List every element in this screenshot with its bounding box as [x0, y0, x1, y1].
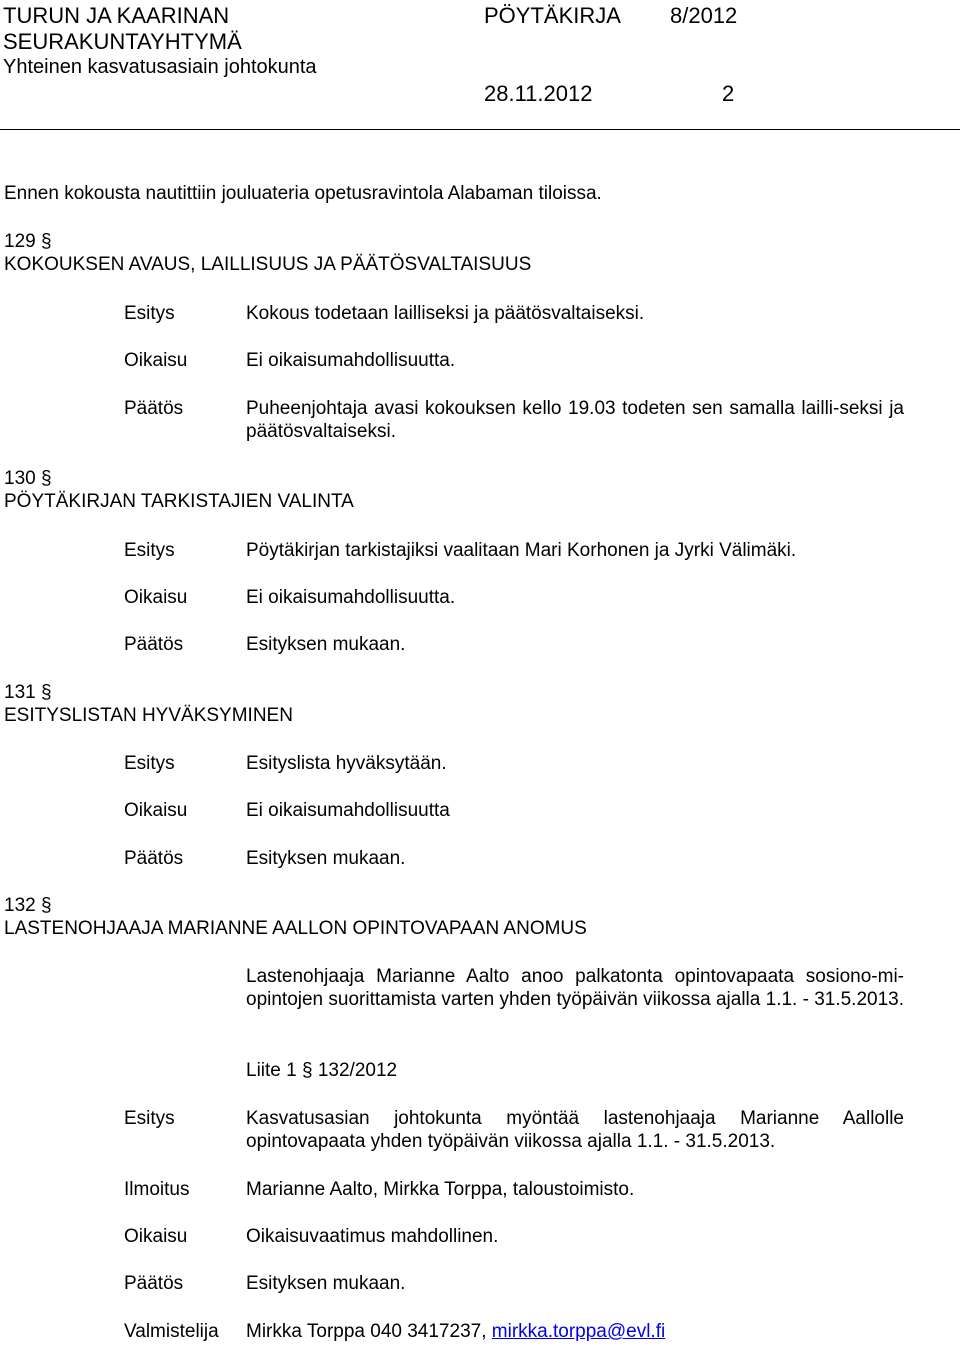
section-number: 131 §	[4, 682, 52, 703]
org-name-line2: SEURAKUNTAYHTYMÄ	[3, 29, 242, 54]
preparer-label: Valmistelija	[124, 1321, 219, 1342]
row-text: Oikaisuvaatimus mahdollinen.	[246, 1226, 499, 1247]
row-text: Kokous todetaan lailliseksi ja päätösvaltaiseksi.	[246, 303, 645, 324]
intro-text: Ennen kokousta nautittiin jouluateria opetusravintola Alabaman tiloissa.	[4, 183, 602, 204]
section-title: LASTENOHJAAJA MARIANNE AALLON OPINTOVAPAAN ANOMUS	[4, 918, 587, 939]
row-text: Esityksen mukaan.	[246, 1273, 406, 1294]
org-committee: Yhteinen kasvatusasiain johtokunta	[3, 56, 317, 78]
row-label-paatos: Päätös	[124, 398, 184, 419]
section-number: 132 §	[4, 895, 52, 916]
row-label-oikaisu: Oikaisu	[124, 587, 188, 608]
preparer-contact	[246, 1320, 665, 1343]
row-text: Kasvatusasian johtokunta myöntää lastenohjaaja Marianne Aallolle opintovapaata yhden työpäivän viikossa ajalla 1.1. - 31.5.2013.	[246, 1108, 904, 1152]
attachment-reference: Liite 1 § 132/2012	[246, 1060, 398, 1081]
row-text: Ei oikaisumahdollisuutta	[246, 800, 450, 821]
doc-number: 8/2012	[670, 3, 738, 28]
section-number: 130 §	[4, 468, 52, 489]
row-label-ilmoitus: Ilmoitus	[124, 1179, 190, 1200]
org-name-line1: TURUN JA KAARINAN	[3, 3, 230, 28]
page-number: 2	[722, 81, 735, 106]
row-label-paatos: Päätös	[124, 1273, 184, 1294]
row-label-esitys: Esitys	[124, 1108, 175, 1129]
row-label-esitys: Esitys	[124, 540, 175, 561]
row-text: Esityslista hyväksytään.	[246, 753, 447, 774]
row-label-oikaisu: Oikaisu	[124, 350, 188, 371]
section-title: ESITYSLISTAN HYVÄKSYMINEN	[4, 705, 293, 726]
row-label-oikaisu: Oikaisu	[124, 800, 188, 821]
section-description: Lastenohjaaja Marianne Aalto anoo palkatonta opintovapaata sosiono-mi-opintojen suorittamista varten yhden työpäivän viikossa ajalla 1.1. - 31.5.2013.	[246, 966, 905, 1010]
row-text: Esityksen mukaan.	[246, 848, 406, 869]
row-text: Ei oikaisumahdollisuutta.	[246, 350, 456, 371]
header-divider	[0, 129, 960, 130]
row-label-oikaisu: Oikaisu	[124, 1226, 188, 1247]
row-label-esitys: Esitys	[124, 753, 175, 774]
section-title: KOKOUKSEN AVAUS, LAILLISUUS JA PÄÄTÖSVALTAISUUS	[4, 254, 532, 275]
row-text: Ei oikaisumahdollisuutta.	[246, 587, 456, 608]
row-text: Esityksen mukaan.	[246, 634, 406, 655]
section-number: 129 §	[4, 231, 52, 252]
row-label-esitys: Esitys	[124, 303, 175, 324]
row-text: Puheenjohtaja avasi kokouksen kello 19.03 todeten sen samalla lailli-seksi ja päätösvaltaiseksi.	[246, 398, 904, 442]
doc-type: PÖYTÄKIRJA	[484, 3, 621, 28]
doc-date: 28.11.2012	[484, 81, 593, 106]
row-label-paatos: Päätös	[124, 848, 184, 869]
preparer-name-phone: Mirkka Torppa 040 3417237,	[246, 1321, 487, 1342]
row-label-paatos: Päätös	[124, 634, 184, 655]
row-text: Marianne Aalto, Mirkka Torppa, taloustoimisto.	[246, 1179, 635, 1200]
section-title: PÖYTÄKIRJAN TARKISTAJIEN VALINTA	[4, 491, 354, 512]
preparer-email-link[interactable]: mirkka.torppa@evl.fi	[491, 1321, 666, 1342]
row-text: Pöytäkirjan tarkistajiksi vaalitaan Mari Korhonen ja Jyrki Välimäki.	[246, 540, 797, 561]
